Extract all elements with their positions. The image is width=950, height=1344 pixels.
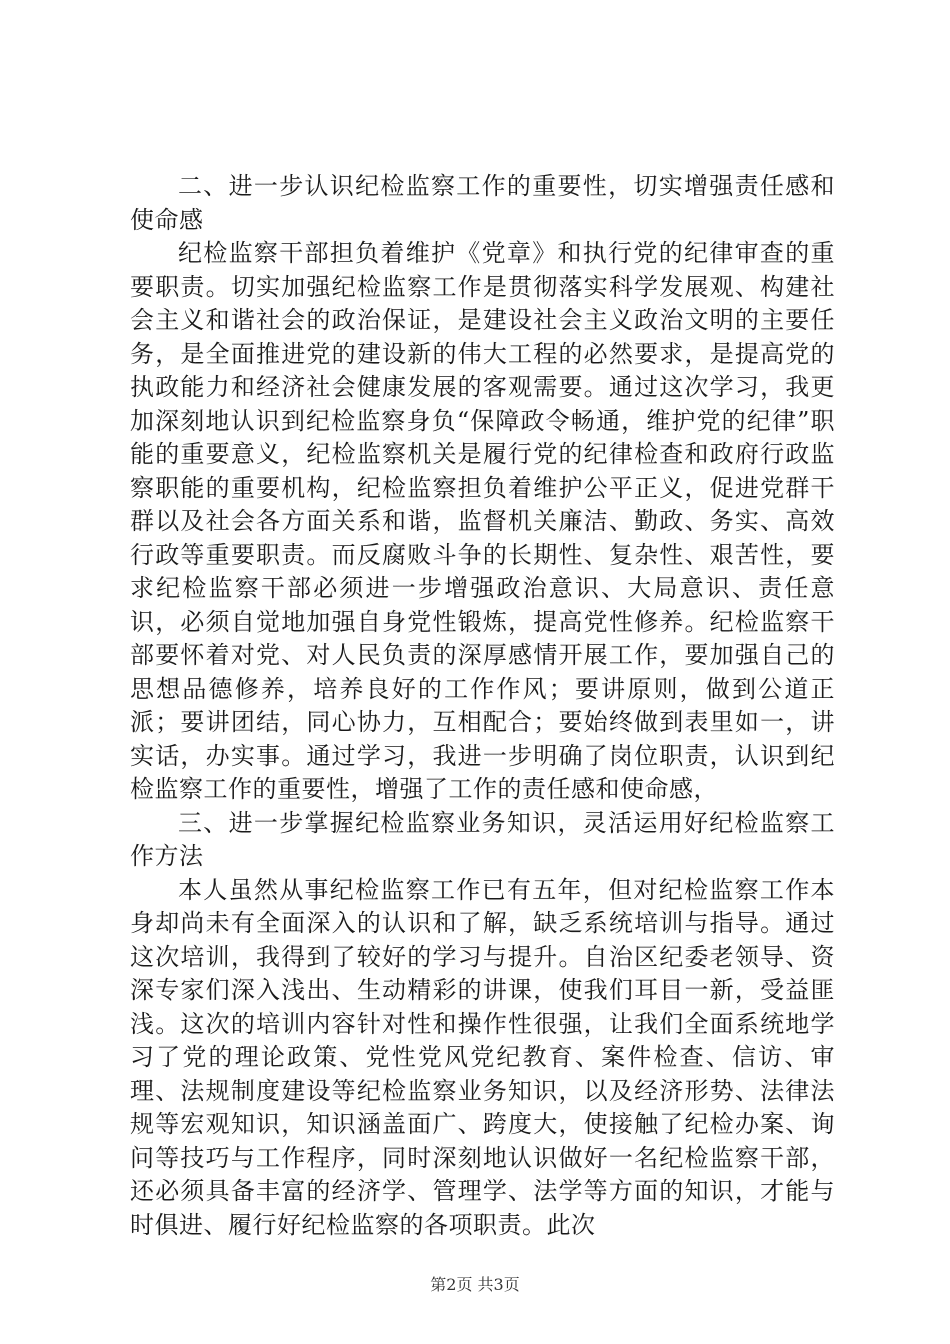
document-body <box>130 170 835 1242</box>
page-number-footer: 第2页 共3页 <box>430 1275 520 1294</box>
section-heading-three: 三、进一步掌握纪检监察业务知识，灵活运用好纪检监察工作方法 <box>130 808 835 870</box>
body-paragraph: 本人虽然从事纪检监察工作已有五年，但对纪检监察工作本身却尚未有全面深入的认识和了解，缺乏系统培训与指导。通过这次培训，我得到了较好的学习与提升。自治区纪委老领导、资深专家们深入浅出、生动精彩的讲课，使我们耳目一新，受益匪浅。这次的培训内容针对性和操作性很强，让我们全面系统地学习了党的理论政策、党性党风党纪教育、案件检查、信访、审理、法规制度建设等纪检监察业务知识，以及经济形势、法律法规等宏观知识，知识涵盖面广、跨度大，使接触了纪检办案、询问等技巧与工作程序，同时深刻地认识做好一名纪检监察干部，还必须具备丰富的经济学、管理学、法学等方面的知识，才能与时俱进、履行好纪检监察的各项职责。此次 <box>130 875 835 1239</box>
section-heading-two: 二、进一步认识纪检监察工作的重要性，切实增强责任感和使命感 <box>130 172 835 234</box>
body-paragraph: 纪检监察干部担负着维护《党章》和执行党的纪律审查的重要职责。切实加强纪检监察工作是贯彻落实科学发展观、构建社会主义和谐社会的政治保证，是建设社会主义政治文明的主要任务，是全面推进党的建设新的伟大工程的必然要求，是提高党的执政能力和经济社会健康发展的客观需要。通过这次学习，我更加深刻地认识到纪检监察身负“保障政令畅通，维护党的纪律”职能的重要意义，纪检监察机关是履行党的纪律检查和政府行政监察职能的重要机构，纪检监察担负着维护公平正义，促进党群干群以及社会各方面关系和谐，监督机关廉洁、勤政、务实、高效行政等重要职责。而反腐败斗争的长期性、复杂性、艰苦性，要求纪检监察干部必须进一步增强政治意识、大局意识、责任意识，必须自觉地加强自身党性锻炼，提高党性修养。纪检监察干部要怀着对党、对人民负责的深厚感情开展工作，要加强自己的思想品德修养，培养良好的工作作风；要讲原则，做到公道正派；要讲团结，同心协力，互相配合；要始终做到表里如一，讲实话，办实事。通过学习，我进一步明确了岗位职责，认识到纪检监察工作的重要性，增强了工作的责任感和使命感， <box>130 239 835 803</box>
